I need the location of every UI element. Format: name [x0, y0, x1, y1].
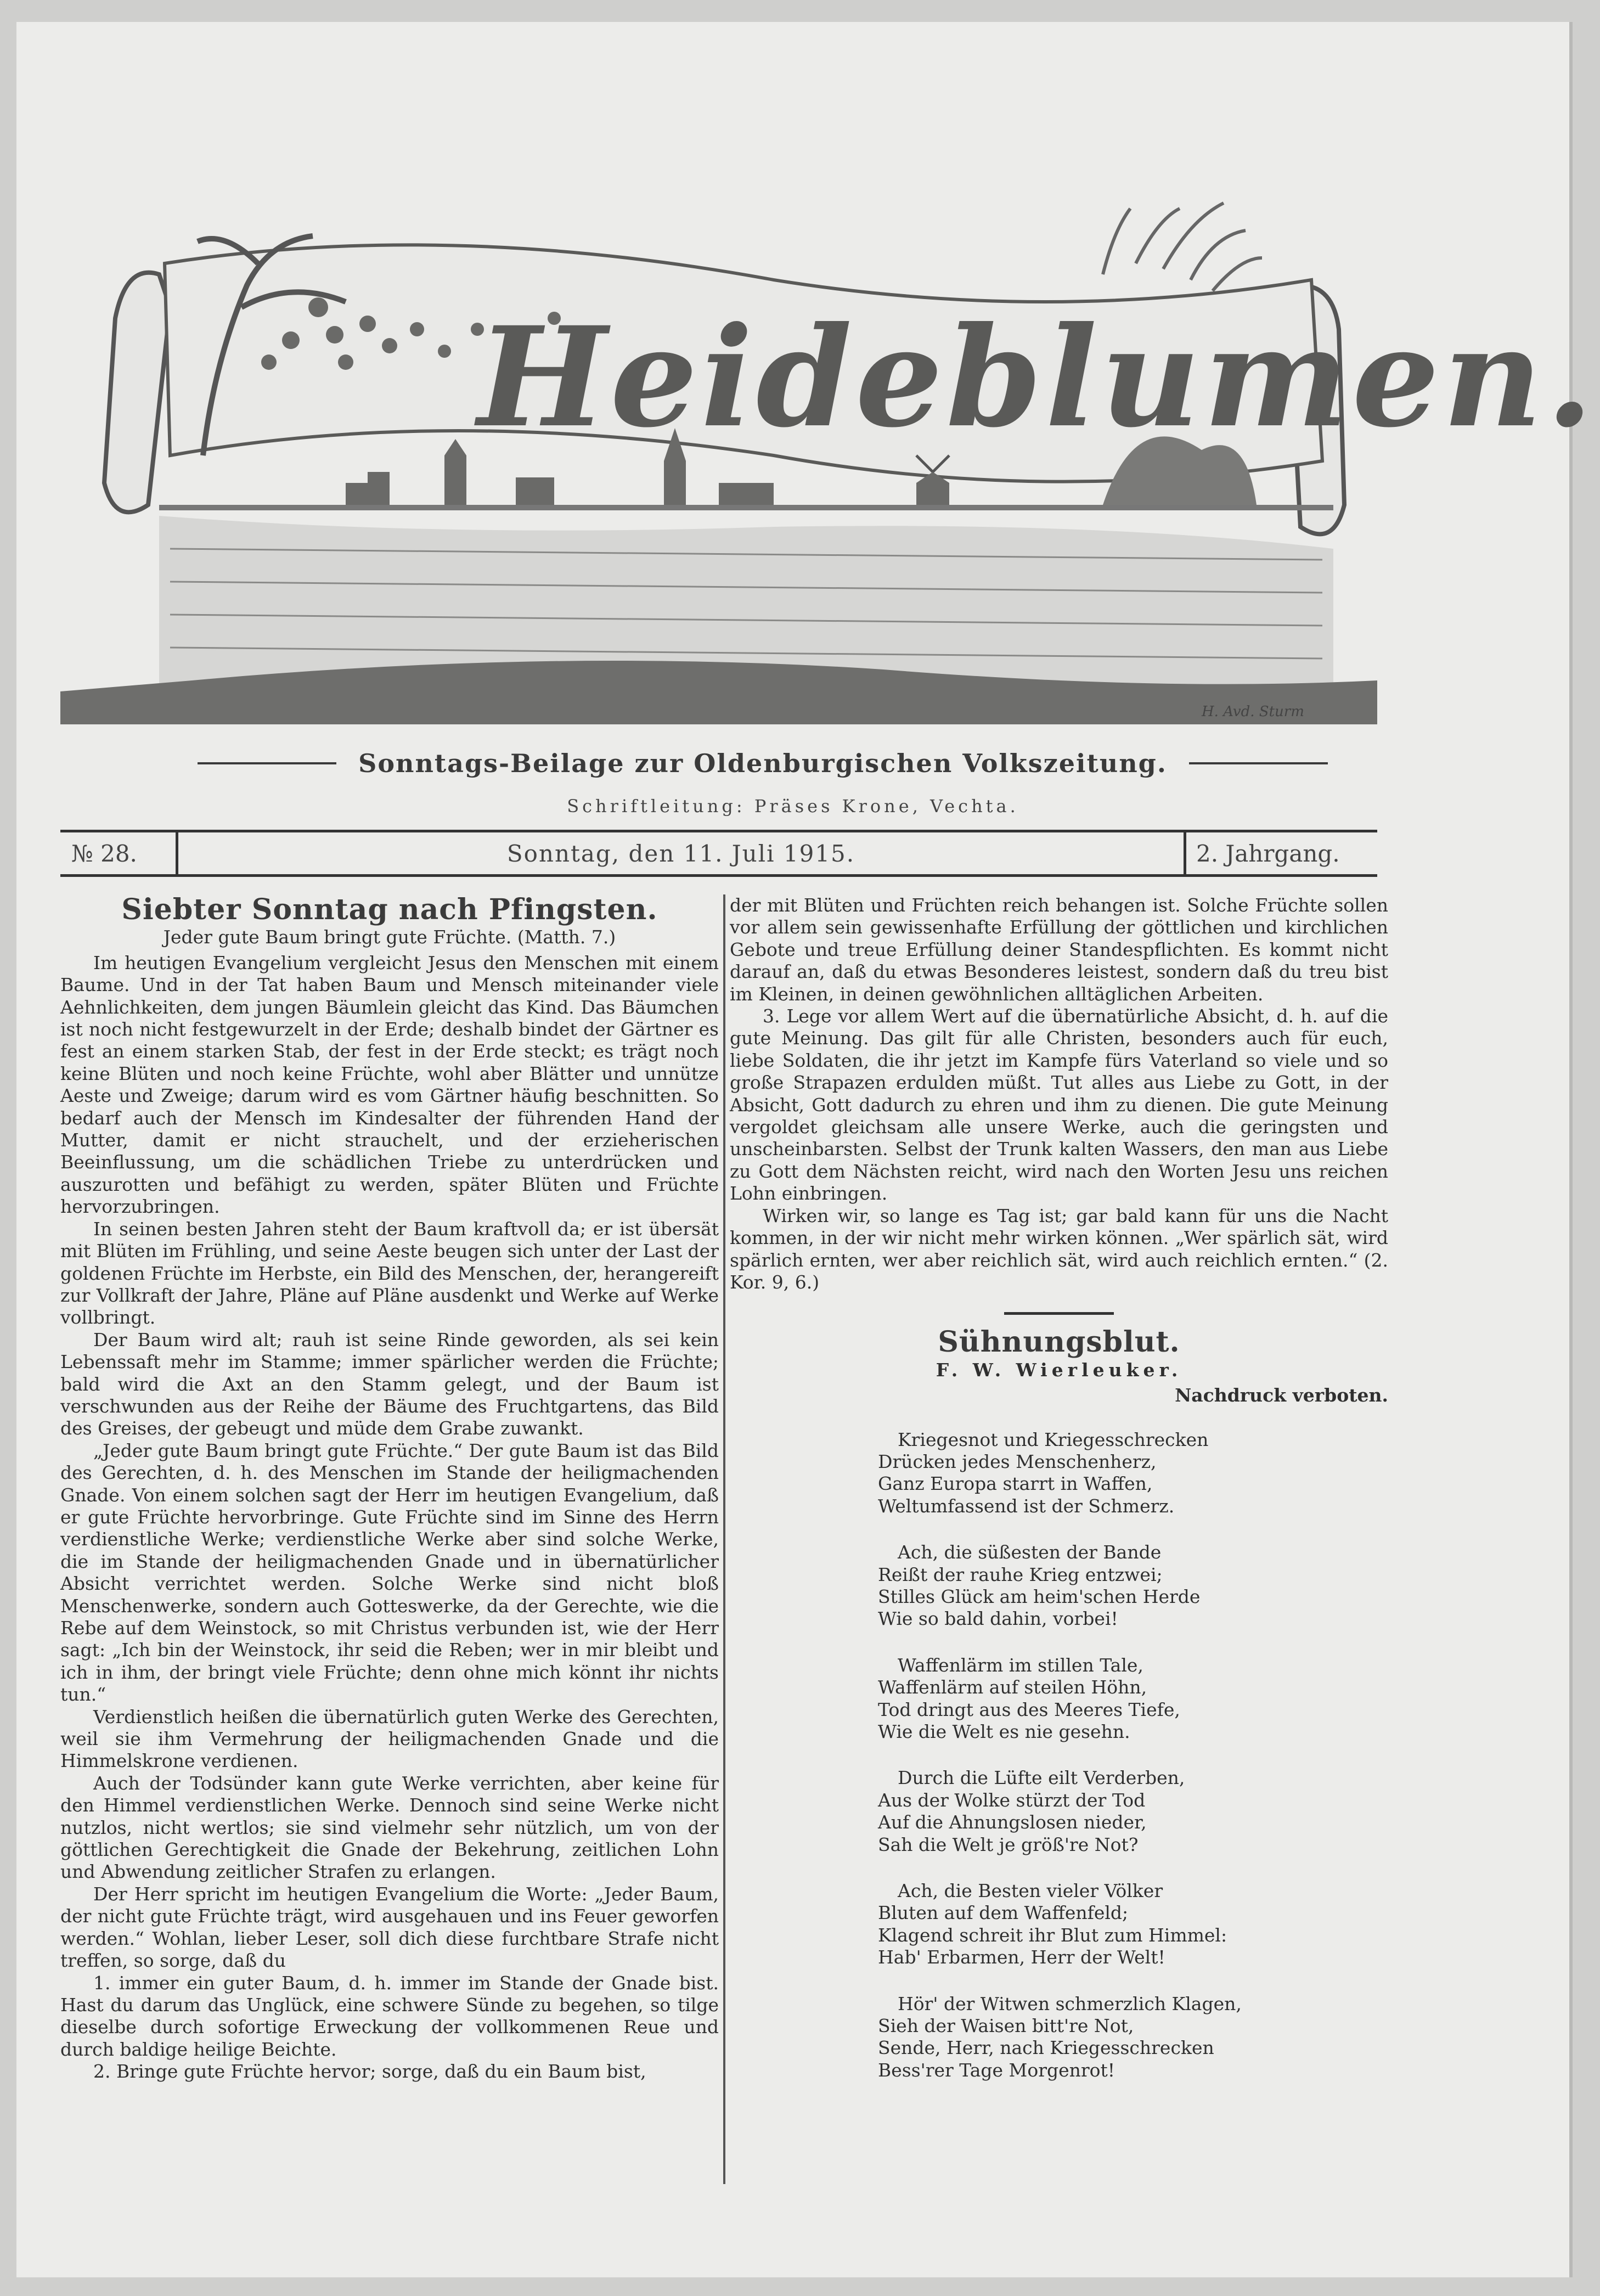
poem-stanza: [878, 1767, 1388, 1856]
poem-line: Stilles Glück am heim'schen Herde: [878, 1585, 1201, 1607]
reprint-note: Nachdruck verboten.: [1175, 1385, 1388, 1406]
poem-line: Wie so bald dahin, vorbei!: [878, 1608, 1118, 1630]
subtitle: Sonntags-Beilage zur Oldenburgischen Volkszeitung.: [358, 749, 1167, 778]
article-title: Siebter Sonntag nach Pfingsten.: [121, 893, 658, 926]
poem-line: Weltumfassend ist der Schmerz.: [878, 1495, 1175, 1517]
right-column: [730, 894, 1388, 2106]
masthead-illustration: [60, 198, 1597, 724]
subtitle-line: [198, 744, 1328, 783]
poem-line: Sieh der Waisen bitt're Not,: [878, 2015, 1134, 2037]
poem-stanza: [878, 1429, 1388, 1518]
poem-line: Waffenlärm im stillen Tale,: [898, 1654, 1143, 1676]
poem-author: F. W. Wierleuker.: [936, 1359, 1182, 1381]
poem-line: Sende, Herr, nach Kriegesschrecken: [878, 2037, 1214, 2059]
masthead-title: Heideblumen.: [477, 296, 1597, 458]
poem-line: Kriegesnot und Kriegesschrecken: [898, 1428, 1209, 1450]
newspaper-page: [16, 22, 1597, 2277]
paragraph: 2. Bringe gute Früchte hervor; sorge, daß du ein Baum bist,: [93, 2061, 646, 2083]
poem-line: Klagend schreit ihr Blut zum Himmel:: [878, 1924, 1227, 1946]
editor-line: Schriftleitung: Präses Krone, Vechta.: [567, 796, 1019, 817]
paragraph: Verdienstlich heißen die übernatürlich guten Werke des Gerechten, weil sie ihm Vermehrung der heiligmachenden Gnade und die Himmelskrone verdienen.: [60, 1706, 719, 1772]
paragraph: Im heutigen Evangelium vergleicht Jesus den Menschen mit einem Baume. Und in der Tat haben Baum und Mensch miteinander viele Aehnlichkeiten, dem jungen Bäumlein gleicht das Kind. Das Bäumchen ist noch nicht festgewurzelt in der Erde; deshalb bindet der Gärtner es fest an einem starken Stab, der fest in der Erde steckt; es trägt noch keine Blüten und noch keine Früchte, wohl aber Blätter und unnütze Aeste und Zweige; darum wird es vom Gärtner häufig beschnitten. So bedarf auch der Mensch im Kindesalter der führenden Hand der Mutter, damit er nicht strauchelt, und der erzieherischen Beeinflussung, um die schädlichen Triebe zu unterdrücken und auszurotten und befähigt zu werden, später Blüten und Früchte hervorzubringen.: [60, 952, 719, 1218]
column-divider: [723, 894, 725, 2184]
poem-line: Durch die Lüfte eilt Verderben,: [898, 1767, 1185, 1789]
issue-year: 2. Jahrgang.: [1184, 832, 1377, 874]
paragraph: der mit Blüten und Früchten reich behangen ist. Solche Früchte sollen vor allem sein gewissenhafte Erfüllung der göttlichen und kirchlichen Gebote und treue Erfüllung deiner Standespflichten. Es kommt nicht darauf an, daß du etwas Besonderes leistest, sondern daß du treu bist im Kleinen, in deinen gewöhnlichen alltäglichen Arbeiten.: [730, 894, 1388, 1005]
paragraph: 1. immer ein guter Baum, d. h. immer im Stande der Gnade bist. Hast du darum das Unglück, eine schwere Sünde zu begehen, so tilge dieselbe durch sofortige Erweckung der vollkommenen Reue und durch baldige heilige Beichte.: [60, 1972, 719, 2060]
article-motto: Jeder gute Baum bringt gute Früchte. (Matth. 7.): [163, 926, 616, 948]
left-column: [60, 894, 719, 2083]
paragraph: Wirken wir, so lange es Tag ist; gar bald kann für uns die Nacht kommen, in der wir nicht mehr wirken können. „Wer spärlich sät, wird spärlich ernten, wer aber reichlich sät, wird auch reichlich ernten.“ (2. Kor. 9, 6.): [730, 1205, 1388, 1293]
poem-line: Drücken jedes Menschenherz,: [878, 1450, 1157, 1472]
paragraph: Der Baum wird alt; rauh ist seine Rinde geworden, als sei kein Lebenssaft mehr im Stamme; immer spärlicher werden die Früchte; bald wird die Axt an den Stamm gelegt, und der Baum ist verschwunden aus der Reihe der Bäume des Fruchtgartens, das Bild des Greises, der gebeugt und müde dem Grabe zuwankt.: [60, 1329, 719, 1439]
left-rule: [198, 762, 336, 764]
poem-line: Hör' der Witwen schmerzlich Klagen,: [898, 1993, 1242, 2014]
artist-signature: H. Avd. Sturm: [1202, 704, 1304, 720]
poem-line: Reißt der rauhe Krieg entzwei;: [878, 1563, 1163, 1585]
poem-line: Ganz Europa starrt in Waffen,: [878, 1473, 1153, 1495]
paragraph: Auch der Todsünder kann gute Werke verrichten, aber keine für den Himmel verdienstlichen Werke. Dennoch sind seine Werke nicht nutzlos, nicht wertlos; sie sind vielmehr sehr nützlich, um von der göttlichen Gerechtigkeit die Gnade der Bekehrung, zeitlichen Lohn und Abwendung zeitlicher Strafen zu erlangen.: [60, 1772, 719, 1883]
poem-line: Sah die Welt je größ're Not?: [878, 1833, 1139, 1855]
poem-stanza: [878, 1655, 1388, 1743]
issue-number: № 28.: [60, 832, 178, 874]
paragraph: „Jeder gute Baum bringt gute Früchte.“ Der gute Baum ist das Bild des Gerechten, d. h. des Menschen im Stande der heiligmachenden Gnade. Von einem solchen sagt der Herr im heutigen Evangelium, daß er gute Früchte hervorbringe. Gute Früchte sind im Sinne des Herrn verdienstliche Werke; verdienstliche Werke aber sind solche Werke, die im Stande der heiligmachenden Gnade und in übernatürlicher Absicht verrichtet werden. Solche Werke sind nicht bloß Menschenwerke, sondern auch Gotteswerke, da der Gerechte, wie die Rebe auf dem Weinstock, so mit Christus verbunden ist, wie der Herr sagt: „Ich bin der Weinstock, ihr seid die Reben; wer in mir bleibt und ich in ihm, der bringt viele Früchte; denn ohne mich könnt ihr nichts tun.“: [60, 1439, 719, 1706]
poem-line: Waffenlärm auf steilen Höhn,: [878, 1676, 1147, 1698]
paragraph: 3. Lege vor allem Wert auf die übernatürliche Absicht, d. h. auf die gute Meinung. Das gilt für alle Christen, besonders auch für euch, liebe Soldaten, die ihr jetzt im Kampfe fürs Vaterland so viele und so große Strapazen erdulden müßt. Tut alles aus Liebe zu Gott, in der Absicht, Gott dadurch zu ehren und ihm zu dienen. Die gute Meinung vergoldet gleichsam alle unsere Werke, auch die geringsten und unscheinbarsten. Selbst der Trunk kalten Wassers, den man aus Liebe zu Gott dem Nächsten reicht, wird nach den Worten Jesu uns reichen Lohn einbringen.: [730, 1005, 1388, 1205]
issue-bar: [60, 830, 1377, 877]
poem-line: Bess'rer Tage Morgenrot!: [878, 2059, 1116, 2081]
poem-line: Bluten auf dem Waffenfeld;: [878, 1902, 1129, 1924]
poem-stanza: [878, 1993, 1388, 2082]
poem-line: Auf die Ahnungslosen nieder,: [878, 1811, 1147, 1833]
section-separator: [1004, 1312, 1114, 1315]
poem-line: Ach, die Besten vieler Völker: [898, 1880, 1163, 1902]
poem-line: Hab' Erbarmen, Herr der Welt!: [878, 1946, 1165, 1968]
paragraph: In seinen besten Jahren steht der Baum kraftvoll da; er ist übersät mit Blüten im Frühling, und seine Aeste beugen sich unter der Last der goldenen Früchte im Herbste, ein Bild des Menschen, der, herangereift zur Vollkraft der Jahre, Pläne auf Pläne ausdenkt und Werke auf Werke vollbringt.: [60, 1218, 719, 1329]
poem-line: Wie die Welt es nie gesehn.: [878, 1721, 1130, 1742]
paragraph: Der Herr spricht im heutigen Evangelium die Worte: „Jeder Baum, der nicht gute Früchte trägt, wird ausgehauen und ins Feuer geworfen werden.“ Wohlan, lieber Leser, soll dich diese furchtbare Strafe nicht treffen, so sorge, daß du: [60, 1883, 719, 1972]
poem-stanza: [878, 1880, 1388, 1969]
poem-line: Tod dringt aus des Meeres Tiefe,: [878, 1698, 1180, 1720]
landscape-banner-illustration: [60, 198, 1597, 724]
issue-date: Sonntag, den 11. Juli 1915.: [506, 840, 855, 867]
poem-line: Ach, die süßesten der Bande: [898, 1541, 1162, 1563]
poem-stanza: [878, 1541, 1388, 1630]
right-rule: [1189, 762, 1328, 764]
poem: [878, 1429, 1388, 2082]
poem-title: Sühnungsblut.: [938, 1325, 1180, 1359]
poem-line: Aus der Wolke stürzt der Tod: [878, 1789, 1146, 1811]
